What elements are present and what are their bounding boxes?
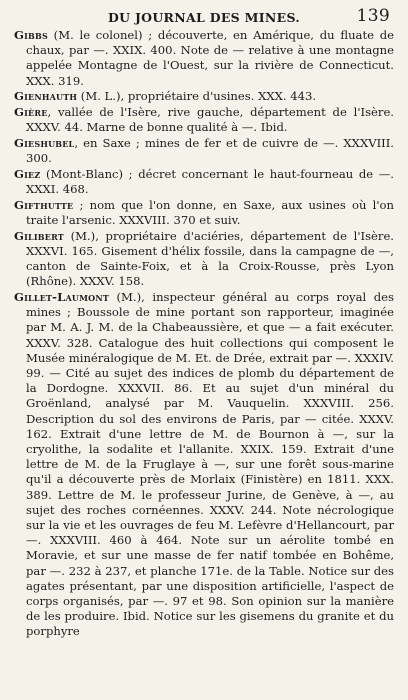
entry-text: (M.), inspecteur général au corps royal des mines ; Boussole de mine portant son rapporteur, imaginée par M. A. J. M. de la Chabeaussière, et que — a fait exécuter. XXXV. 328. Catalogue des huit collections qui composent le Musée minéralogique de M. Et. de Drée, extrait par —. XXXIV. 99. — Cité au sujet des indices de plomb du département de la Dordogne. XXXVII. 86. Et au sujet d'un minéral du Groënland, analysé par M. Vauquelin. XXXVIII. 256. Description du sol des environs de Paris, par — citée. XXXV. 162. Extrait d'une lettre de M. de Bournon à —, sur la cryolithe, la sodalite et l'allanite. XXIX. 159. Extrait d'une lettre de M. de la Fruglaye à —, sur une forêt sous-marine qu'il a découverte près de Morlaix (Finistère) en 1811. XXX. 389. Lettre de M. le professeur Jurine, de Genève, à —, au sujet des roches cornéennes. XXXV. 244. Note nécrologique sur la vie et les ouvrages de feu M. Lefèvre d'Hellancourt, par —. XXXVIII. 460 à 464. Note sur un aérolite tombé en Moravie, et sur une masse de fer natif tombée en Bohême, par —. 232 à 237, et planche 171e. de la Table. Notice sur des agates présentant, par une disposition artificielle, l'aspect de corps organisés, par —. 97 et 98. Son opinion sur la manière de les produire. Ibid. Notice sur les gisemens du granite et du porphyre [26,289,394,639]
entry-text: (M. le colonel) ; découverte, en Amérique, du fluate de chaux, par —. XXIX. 400. Note de — relative à une montagne appelée Montagne de l'Ouest, sur la rivière de Connecticut. XXX. 319. [26,28,394,88]
entry-headword: Gière [14,105,48,120]
entry-text: (M. L.), propriétaire d'usines. XXX. 443. [77,89,317,104]
page-header [14,6,394,28]
index-entry [14,229,394,290]
index-entry [14,28,394,89]
index-entry [14,290,394,640]
index-entry [14,198,394,228]
entry-headword: Gienhauth [14,89,78,104]
index-entry [14,105,394,135]
entry-headword: Gifthutte [14,197,74,212]
entry-headword: Giez [14,166,41,181]
entry-headword: Gieshubel [14,135,75,150]
entry-headword: Gibbs [14,28,48,42]
index-entry [14,136,394,166]
entry-text: (M.), propriétaire d'aciéries, département de l'Isère. XXXVI. 165. Gisement d'hélix fossile, dans la campagne de —, canton de Sainte-Foix, et à la Croix-Rousse, près Lyon (Rhône). XXXV. 158. [26,228,394,289]
entry-text: , vallée de l'Isère, rive gauche, département de l'Isère. XXXV. 44. Marne de bonne qualité à —. Ibid. [26,105,394,135]
entry-headword: Gillet-Laumont [14,289,109,304]
page-number: 139 [356,6,390,26]
entry-headword: Gilibert [14,228,64,243]
index-entry [14,167,394,197]
entry-text: , en Saxe ; mines de fer et de cuivre de —. XXXVIII. 300. [26,135,394,166]
index-entry [14,89,394,104]
running-title: DU JOURNAL DES MINES. [107,10,301,25]
entry-text: (Mont-Blanc) ; décret concernant le haut-fourneau de —. XXXI. 468. [26,166,394,197]
entry-text: ; nom que l'on donne, en Saxe, aux usines où l'on traite l'arsenic. XXXVIII. 370 et suiv. [26,197,394,227]
index-entries [14,28,394,640]
